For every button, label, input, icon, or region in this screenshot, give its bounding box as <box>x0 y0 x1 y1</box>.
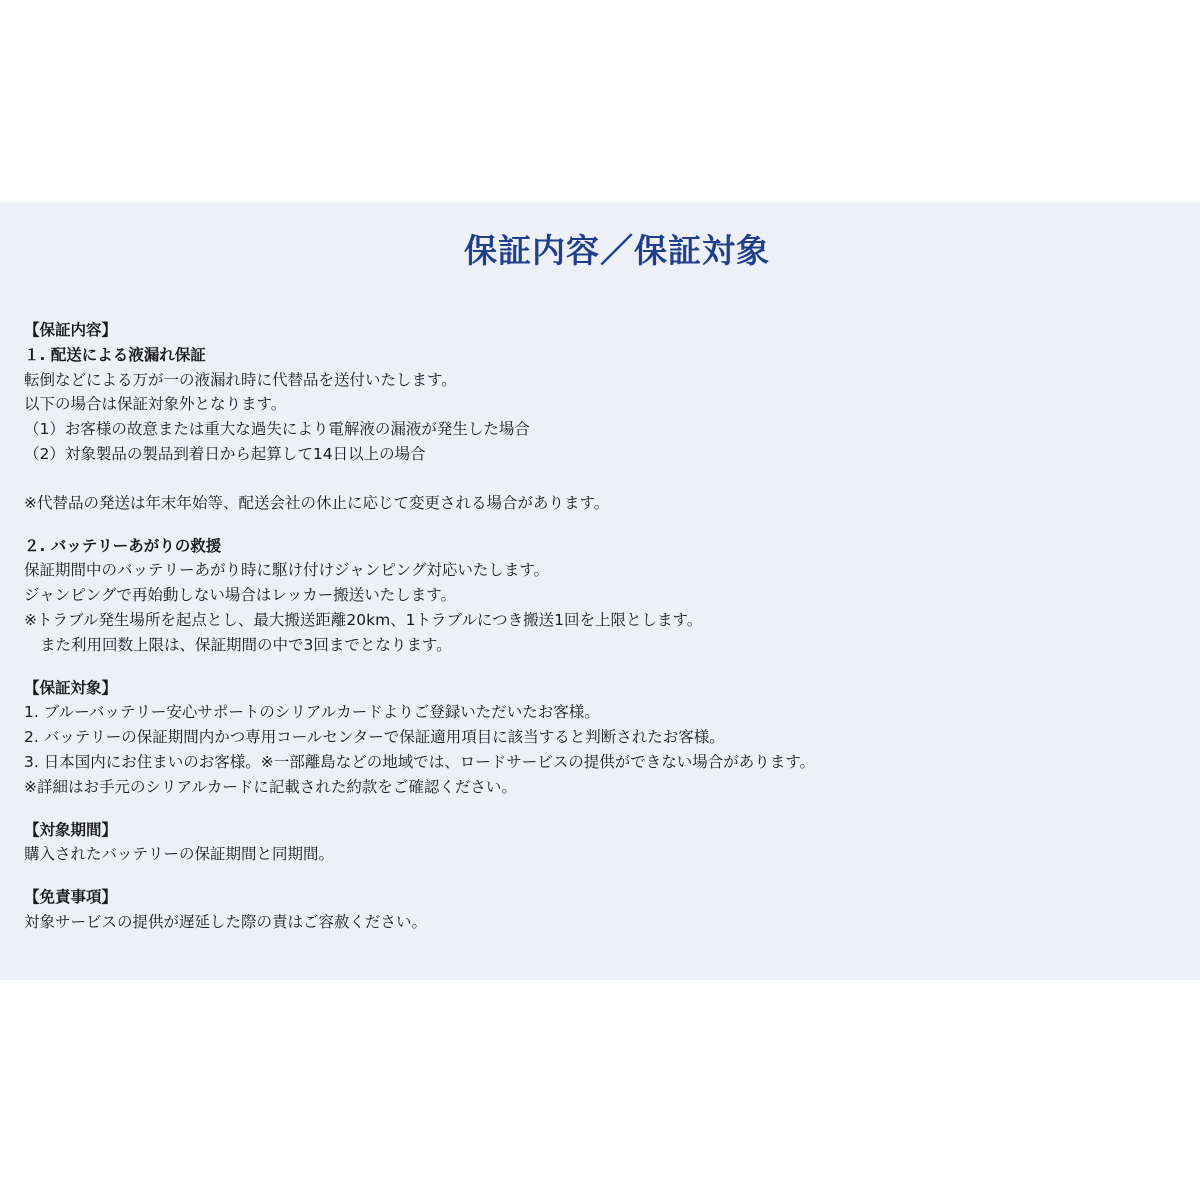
target-line: ※詳細はお手元のシリアルカードに記載された約款をご確認ください。 <box>24 777 517 796</box>
coverage-item2-line: 保証期間中のバッテリーあがり時に駆け付けジャンピング対応いたします。 <box>24 561 550 580</box>
spacer <box>24 867 1184 885</box>
target-heading: 【保証対象】 <box>24 678 118 697</box>
coverage-item1-line: 転倒などによる万が一の液漏れ時に代替品を送付いたします。 <box>24 370 457 389</box>
coverage-item1-line: （2）対象製品の製品到着日から起算して14日以上の場合 <box>24 444 426 463</box>
period-text: 購入されたバッテリーの保証期間と同期間。 <box>24 845 335 864</box>
target-line: 1. ブルーバッテリー安心サポートのシリアルカードよりご登録いただいたお客様。 <box>24 703 600 722</box>
spacer <box>24 467 1184 491</box>
disclaimer-text: 対象サービスの提供が遅延した際の責はご容赦ください。 <box>24 912 428 931</box>
period-heading: 【対象期間】 <box>24 820 118 839</box>
coverage-item1-line: （1）お客様の故意または重大な過失により電解液の漏液が発生した場合 <box>24 420 530 439</box>
coverage-item2-line: ジャンピングで再始動しない場合はレッカー搬送いたします。 <box>24 586 456 605</box>
target-line: 3. 日本国内にお住まいのお客様。※一部離島などの地域では、ロードサービスの提供ができない場合があります。 <box>24 752 815 771</box>
disclaimer-heading: 【免責事項】 <box>24 888 118 907</box>
warranty-content <box>24 318 1184 935</box>
spacer <box>24 800 1184 818</box>
coverage-item1-heading: １. 配送による液漏れ保証 <box>24 345 206 364</box>
coverage-item2-line: ※トラブル発生場所を起点とし、最大搬送距離20km、1トラブルにつき搬送1回を上限とします。 <box>24 610 703 629</box>
coverage-item1-line: 以下の場合は保証対象外となります。 <box>24 395 287 414</box>
coverage-heading: 【保証内容】 <box>24 321 118 339</box>
target-line: 2. バッテリーの保証期間内かつ専用コールセンターで保証適用項目に該当すると判断されたお客様。 <box>24 728 725 747</box>
page-title: 保証内容／保証対象 <box>464 231 770 270</box>
spacer <box>24 658 1184 676</box>
coverage-item2-heading: ２. バッテリーあがりの救援 <box>24 536 222 555</box>
spacer <box>24 516 1184 534</box>
coverage-item1-note: ※代替品の発送は年末年始等、配送会社の休止に応じて変更される場合があります。 <box>24 493 610 512</box>
coverage-item2-indent-line: また利用回数上限は、保証期間の中で3回までとなります。 <box>40 635 452 654</box>
